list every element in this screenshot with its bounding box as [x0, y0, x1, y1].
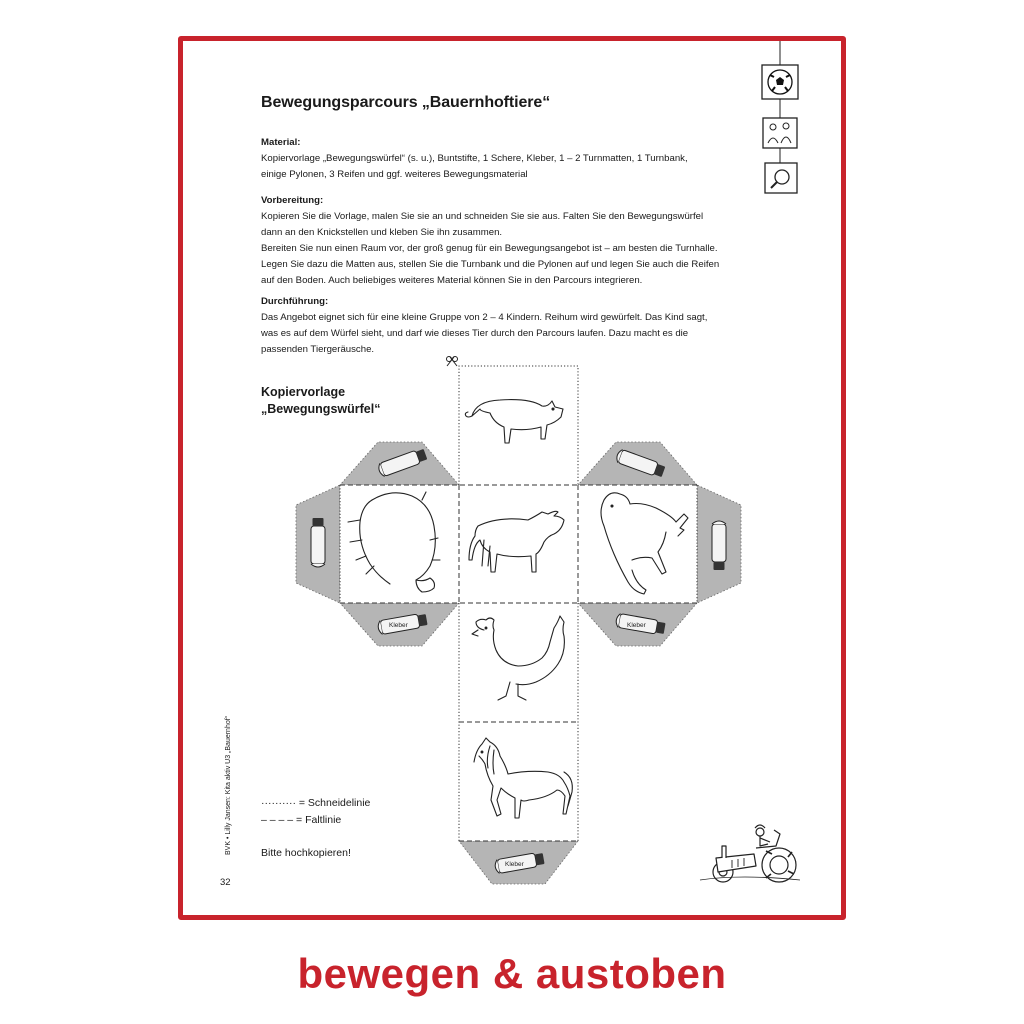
- children-picture-icon: [763, 118, 797, 148]
- scissors-icon: [447, 357, 458, 367]
- text-line: auf den Boden. Auch beliebiges weiteres Material können Sie in den Parcours integrieren.: [261, 275, 643, 286]
- glue-label: Kleber: [505, 861, 524, 868]
- legend-cut-line: ·········· = Schneidelinie: [261, 797, 371, 809]
- glue-label: Kleber: [627, 622, 646, 629]
- page-number: 32: [220, 877, 231, 888]
- tractor-illustration: [700, 825, 800, 882]
- footer-slogan: bewegen & austoben: [297, 950, 727, 997]
- magnifier-icon: [765, 163, 797, 193]
- text-line: einige Pylonen, 3 Reifen und ggf. weiteres Bewegungsmaterial: [261, 169, 528, 180]
- section-heading: Vorbereitung:: [261, 195, 324, 206]
- legend-fold-line: – – – – = Faltlinie: [261, 814, 342, 826]
- text-line: was es auf dem Würfel sieht, und darf wie dieses Tier durch den Parcours laufen. Dazu macht es die: [261, 328, 689, 339]
- soccer-ball-icon: [762, 65, 798, 99]
- side-credit: BVK • Lilly Jansen: Kita aktiv U3 „Bauernhof“: [225, 715, 232, 855]
- text-line: passenden Tiergeräusche.: [261, 344, 375, 355]
- copy-hint: Bitte hochkopieren!: [261, 847, 351, 859]
- section-heading: Material:: [261, 137, 301, 148]
- text-line: dann an den Knickstellen und kleben Sie ihn zusammen.: [261, 227, 503, 238]
- text-line: Das Angebot eignet sich für eine kleine Gruppe von 2 – 4 Kindern. Reihum wird gewürfelt. Das Kind sagt,: [261, 312, 708, 323]
- glue-label: Kleber: [389, 622, 408, 629]
- text-line: Legen Sie dazu die Matten aus, stellen Sie die Turnbank und die Pylonen auf und legen Sie auch die Reifen: [261, 259, 720, 270]
- template-title: Kopiervorlage „Bewegungswürfel“: [261, 385, 381, 416]
- text-line: Bereiten Sie nun einen Raum vor, der groß genug für ein Bewegungsangebot ist – am besten die Turnhalle.: [261, 243, 718, 254]
- text-line: Kopieren Sie die Vorlage, malen Sie sie an und schneiden Sie sie aus. Falten Sie den Bewegungswürfel: [261, 211, 704, 222]
- page-title: Bewegungsparcours „Bauernhoftiere“: [261, 94, 551, 111]
- section-heading: Durchführung:: [261, 296, 329, 307]
- text-line: Kopiervorlage „Bewegungswürfel“ (s. u.), Buntstifte, 1 Schere, Kleber, 1 – 2 Turnmatten, 1 Turnbank,: [261, 153, 688, 164]
- side-icons: [762, 41, 798, 193]
